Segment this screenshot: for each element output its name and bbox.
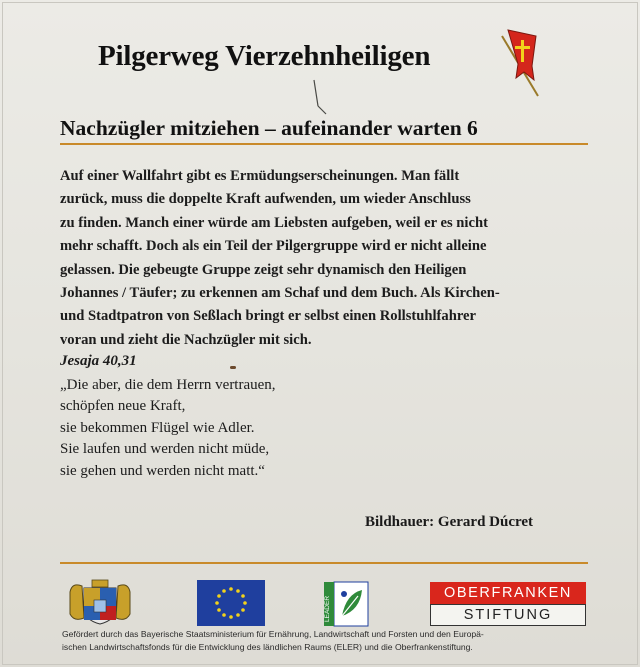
svg-text:LEADER: LEADER — [324, 595, 331, 622]
verse-line: sie gehen und werden nicht matt.“ — [60, 462, 265, 479]
oberfranken-logo-top: OBERFRANKEN — [430, 582, 586, 604]
body-line: und Stadtpatron von Seßlach bringt er selbst einen Rollstuhlfahrer — [60, 308, 476, 325]
body-line: mehr schafft. Doch als ein Teil der Pilgergruppe wird er nicht alleine — [60, 238, 487, 255]
body-line: Auf einer Wallfahrt gibt es Ermüdungserscheinungen. Man fällt — [60, 168, 460, 184]
funding-notice-line: ischen Landwirtschaftsfonds für die Entwicklung des ländlichen Raums (ELER) und die Oberfrankenstiftung. — [62, 642, 473, 652]
bavaria-coat-of-arms-icon — [62, 578, 138, 626]
scratch-mark — [300, 78, 330, 120]
bottom-divider — [60, 562, 588, 564]
body-line: gelassen. Die gebeugte Gruppe zeigt sehr dynamisch den Heiligen — [60, 261, 467, 278]
sculptor-credit: Bildhauer: Gerard Dúcret — [365, 514, 534, 530]
oberfranken-stiftung-logo — [430, 582, 586, 626]
verse-line: „Die aber, die dem Herrn vertrauen, — [60, 377, 276, 393]
body-line: zurück, muss die doppelte Kraft aufwenden, um wieder Anschluss — [60, 191, 471, 208]
verse-reference: Jesaja 40,31 — [60, 353, 137, 369]
top-divider — [60, 143, 588, 145]
verse-line: schöpfen neue Kraft, — [60, 398, 186, 415]
body-line: zu finden. Manch einer würde am Liebsten aufgeben, weil er es nicht — [60, 214, 488, 231]
leader-logo-icon — [322, 580, 370, 628]
sign-title: Pilgerweg Vierzehnheiligen — [98, 40, 431, 72]
pilgrim-banner-icon — [498, 26, 546, 98]
body-line: Johannes / Täufer; zu erkennen am Schaf und dem Buch. Als Kirchen- — [60, 285, 500, 302]
oberfranken-logo-bottom: STIFTUNG — [430, 604, 586, 626]
body-text — [60, 165, 600, 352]
verse-line: sie bekommen Flügel wie Adler. — [60, 419, 255, 436]
verse-line: Sie laufen und werden nicht müde, — [60, 441, 270, 458]
funding-notice — [62, 628, 592, 654]
speck-mark — [230, 366, 236, 369]
eu-flag-icon — [197, 580, 265, 626]
funding-notice-line: Gefördert durch das Bayerische Staatsministerium für Ernährung, Landwirtschaft und Forsten und den Europä- — [62, 629, 484, 639]
sign-subtitle: Nachzügler mitziehen – aufeinander warten 6 — [60, 116, 478, 140]
body-line: voran und zieht die Nachzügler mit sich. — [60, 331, 312, 348]
verse-text — [60, 375, 420, 482]
